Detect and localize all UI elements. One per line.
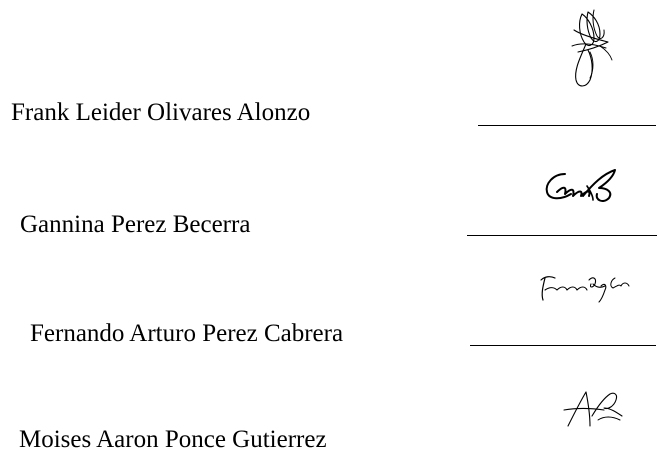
signature-gannina-perez — [543, 166, 623, 206]
signature-line — [470, 345, 656, 346]
signatory-name: Frank Leider Olivares Alonzo — [11, 99, 311, 126]
signature-line — [467, 235, 657, 236]
signatory-name: Gannina Perez Becerra — [20, 211, 251, 238]
signatory-name: Fernando Arturo Perez Cabrera — [30, 320, 344, 347]
signature-fernando-perez — [535, 272, 635, 306]
signature-line — [478, 125, 656, 126]
signature-moises-ponce — [560, 386, 630, 431]
signature-frank-olivares — [560, 8, 620, 93]
signatory-name: Moises Aaron Ponce Gutierrez — [19, 426, 327, 453]
